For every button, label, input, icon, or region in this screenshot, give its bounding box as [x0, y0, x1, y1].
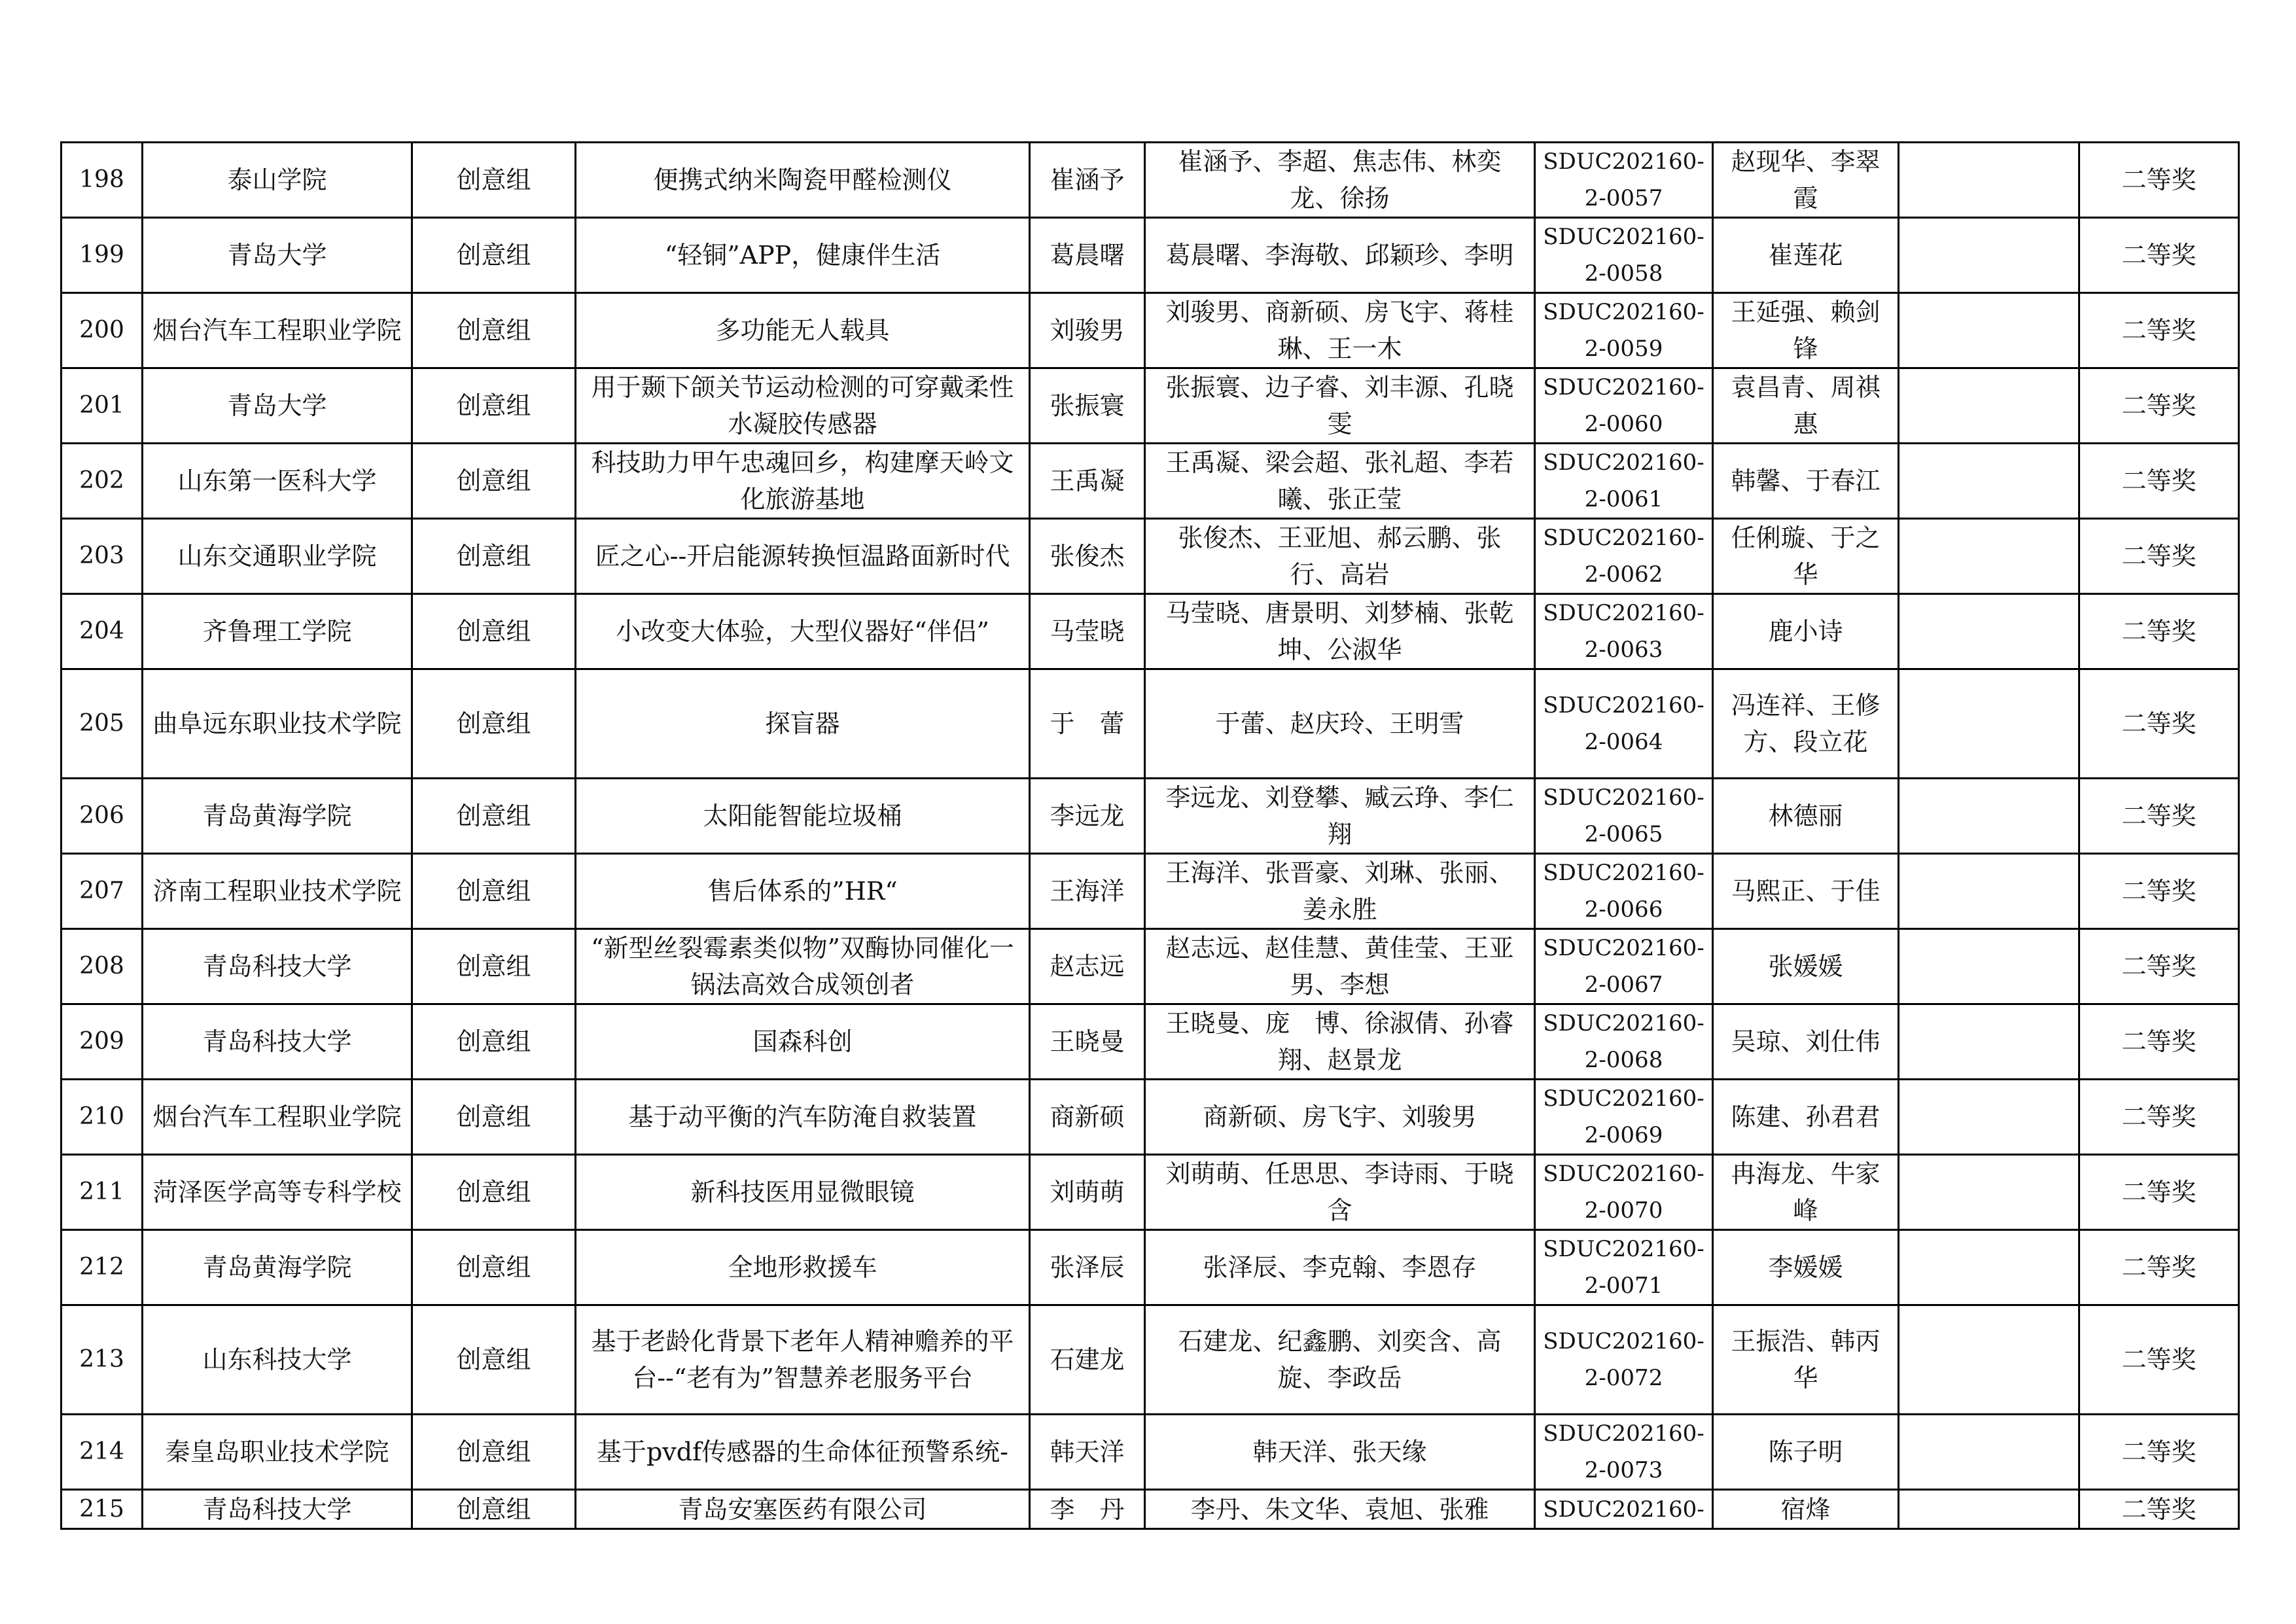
award-table [60, 141, 2240, 1530]
cell-number: 202 [62, 444, 143, 519]
cell-note [1899, 1004, 2079, 1080]
cell-school: 青岛黄海学院 [143, 779, 412, 854]
cell-code: SDUC202160-2-0058 [1535, 218, 1713, 293]
cell-school: 山东交通职业学院 [143, 519, 412, 594]
cell-leader: 李远龙 [1030, 779, 1145, 854]
cell-members: 王海洋、张晋豪、刘琳、张丽、姜永胜 [1145, 854, 1535, 929]
cell-project: 基于动平衡的汽车防淹自救装置 [576, 1080, 1030, 1155]
cell-award: 二等奖 [2079, 1080, 2239, 1155]
cell-note [1899, 1305, 2079, 1415]
table-row [62, 444, 2239, 519]
cell-number: 214 [62, 1415, 143, 1490]
cell-number: 209 [62, 1004, 143, 1080]
cell-advisor: 赵现华、李翠霞 [1713, 143, 1899, 218]
cell-leader: 李 丹 [1030, 1490, 1145, 1529]
cell-school: 青岛科技大学 [143, 1490, 412, 1529]
cell-members: 刘骏男、商新硕、房飞宇、蒋桂琳、王一木 [1145, 293, 1535, 368]
cell-members: 于蕾、赵庆玲、王明雪 [1145, 669, 1535, 779]
cell-code: SDUC202160-2-0070 [1535, 1155, 1713, 1230]
cell-group: 创意组 [412, 779, 576, 854]
cell-award: 二等奖 [2079, 293, 2239, 368]
cell-number: 201 [62, 368, 143, 444]
cell-code: SDUC202160-2-0062 [1535, 519, 1713, 594]
cell-code: SDUC202160-2-0060 [1535, 368, 1713, 444]
cell-group: 创意组 [412, 1080, 576, 1155]
cell-group: 创意组 [412, 519, 576, 594]
cell-project: 全地形救援车 [576, 1230, 1030, 1305]
cell-school: 山东科技大学 [143, 1305, 412, 1415]
cell-award: 二等奖 [2079, 368, 2239, 444]
cell-project: 青岛安塞医药有限公司 [576, 1490, 1030, 1529]
cell-project: 科技助力甲午忠魂回乡，构建摩天岭文化旅游基地 [576, 444, 1030, 519]
cell-advisor: 张媛媛 [1713, 929, 1899, 1004]
cell-code: SDUC202160-2-0063 [1535, 594, 1713, 669]
cell-leader: 葛晨曙 [1030, 218, 1145, 293]
cell-award: 二等奖 [2079, 1230, 2239, 1305]
cell-members: 刘萌萌、任思思、李诗雨、于晓含 [1145, 1155, 1535, 1230]
cell-note [1899, 444, 2079, 519]
cell-note [1899, 669, 2079, 779]
cell-note [1899, 1415, 2079, 1490]
cell-advisor: 宿烽 [1713, 1490, 1899, 1529]
cell-number: 199 [62, 218, 143, 293]
cell-advisor: 李媛媛 [1713, 1230, 1899, 1305]
cell-members: 张振寰、边子睿、刘丰源、孔晓雯 [1145, 368, 1535, 444]
cell-group: 创意组 [412, 218, 576, 293]
cell-number: 200 [62, 293, 143, 368]
cell-award: 二等奖 [2079, 143, 2239, 218]
cell-code: SDUC202160-2-0061 [1535, 444, 1713, 519]
table-row [62, 594, 2239, 669]
cell-advisor: 陈子明 [1713, 1415, 1899, 1490]
cell-number: 208 [62, 929, 143, 1004]
table-row [62, 293, 2239, 368]
table-row [62, 218, 2239, 293]
cell-award: 二等奖 [2079, 779, 2239, 854]
cell-group: 创意组 [412, 1230, 576, 1305]
cell-school: 烟台汽车工程职业学院 [143, 1080, 412, 1155]
cell-school: 秦皇岛职业技术学院 [143, 1415, 412, 1490]
cell-members: 韩天洋、张天缘 [1145, 1415, 1535, 1490]
cell-award: 二等奖 [2079, 1415, 2239, 1490]
cell-code: SDUC202160-2-0066 [1535, 854, 1713, 929]
cell-note [1899, 594, 2079, 669]
cell-advisor: 陈建、孙君君 [1713, 1080, 1899, 1155]
cell-group: 创意组 [412, 1415, 576, 1490]
cell-leader: 王禹凝 [1030, 444, 1145, 519]
cell-group: 创意组 [412, 293, 576, 368]
cell-members: 张泽辰、李克翰、李恩存 [1145, 1230, 1535, 1305]
cell-number: 204 [62, 594, 143, 669]
cell-leader: 马莹晓 [1030, 594, 1145, 669]
cell-project: 国森科创 [576, 1004, 1030, 1080]
cell-number: 211 [62, 1155, 143, 1230]
cell-advisor: 袁昌青、周祺惠 [1713, 368, 1899, 444]
cell-award: 二等奖 [2079, 444, 2239, 519]
table-row [62, 1230, 2239, 1305]
cell-award: 二等奖 [2079, 854, 2239, 929]
cell-leader: 崔涵予 [1030, 143, 1145, 218]
cell-code: SDUC202160-2-0072 [1535, 1305, 1713, 1415]
cell-school: 烟台汽车工程职业学院 [143, 293, 412, 368]
cell-advisor: 王振浩、韩丙华 [1713, 1305, 1899, 1415]
cell-note [1899, 854, 2079, 929]
cell-project: 匠之心--开启能源转换恒温路面新时代 [576, 519, 1030, 594]
cell-project: 用于颞下颌关节运动检测的可穿戴柔性水凝胶传感器 [576, 368, 1030, 444]
cell-school: 青岛黄海学院 [143, 1230, 412, 1305]
cell-members: 石建龙、纪鑫鹏、刘奕含、高旋、李政岳 [1145, 1305, 1535, 1415]
cell-members: 李丹、朱文华、袁旭、张雅 [1145, 1490, 1535, 1529]
cell-project: 多功能无人载具 [576, 293, 1030, 368]
cell-advisor: 冉海龙、牛家峰 [1713, 1155, 1899, 1230]
cell-leader: 刘骏男 [1030, 293, 1145, 368]
cell-school: 青岛大学 [143, 218, 412, 293]
table-row [62, 779, 2239, 854]
cell-school: 菏泽医学高等专科学校 [143, 1155, 412, 1230]
cell-advisor: 吴琼、刘仕伟 [1713, 1004, 1899, 1080]
cell-number: 210 [62, 1080, 143, 1155]
cell-note [1899, 1155, 2079, 1230]
cell-group: 创意组 [412, 594, 576, 669]
cell-award: 二等奖 [2079, 519, 2239, 594]
table-row [62, 143, 2239, 218]
cell-number: 213 [62, 1305, 143, 1415]
cell-number: 215 [62, 1490, 143, 1529]
cell-group: 创意组 [412, 368, 576, 444]
cell-group: 创意组 [412, 143, 576, 218]
cell-members: 王晓曼、庞 博、徐淑倩、孙睿翔、赵景龙 [1145, 1004, 1535, 1080]
cell-number: 206 [62, 779, 143, 854]
table-row [62, 669, 2239, 779]
cell-code: SDUC202160-2-0067 [1535, 929, 1713, 1004]
cell-project: 便携式纳米陶瓷甲醛检测仪 [576, 143, 1030, 218]
cell-code: SDUC202160-2-0073 [1535, 1415, 1713, 1490]
cell-code: SDUC202160-2-0069 [1535, 1080, 1713, 1155]
cell-note [1899, 779, 2079, 854]
cell-leader: 张俊杰 [1030, 519, 1145, 594]
table-row [62, 1490, 2239, 1529]
cell-number: 212 [62, 1230, 143, 1305]
table-row [62, 1004, 2239, 1080]
cell-school: 青岛大学 [143, 368, 412, 444]
cell-members: 张俊杰、王亚旭、郝云鹏、张行、高岩 [1145, 519, 1535, 594]
cell-code: SDUC202160-2-0057 [1535, 143, 1713, 218]
cell-advisor: 鹿小诗 [1713, 594, 1899, 669]
cell-award: 二等奖 [2079, 594, 2239, 669]
cell-school: 济南工程职业技术学院 [143, 854, 412, 929]
cell-advisor: 林德丽 [1713, 779, 1899, 854]
cell-project: 新科技医用显微眼镜 [576, 1155, 1030, 1230]
cell-number: 205 [62, 669, 143, 779]
cell-award: 二等奖 [2079, 1004, 2239, 1080]
cell-award: 二等奖 [2079, 669, 2239, 779]
table-row [62, 854, 2239, 929]
cell-school: 曲阜远东职业技术学院 [143, 669, 412, 779]
cell-project: 售后体系的”HR“ [576, 854, 1030, 929]
cell-school: 青岛科技大学 [143, 929, 412, 1004]
cell-advisor: 马熙正、于佳 [1713, 854, 1899, 929]
cell-code: SDUC202160- [1535, 1490, 1713, 1529]
cell-school: 青岛科技大学 [143, 1004, 412, 1080]
cell-leader: 张振寰 [1030, 368, 1145, 444]
cell-code: SDUC202160-2-0068 [1535, 1004, 1713, 1080]
cell-group: 创意组 [412, 854, 576, 929]
cell-project: 太阳能智能垃圾桶 [576, 779, 1030, 854]
cell-members: 葛晨曙、李海敬、邱颖珍、李明 [1145, 218, 1535, 293]
cell-group: 创意组 [412, 1155, 576, 1230]
cell-code: SDUC202160-2-0065 [1535, 779, 1713, 854]
cell-number: 203 [62, 519, 143, 594]
cell-leader: 石建龙 [1030, 1305, 1145, 1415]
cell-note [1899, 1490, 2079, 1529]
cell-members: 王禹凝、梁会超、张礼超、李若曦、张正莹 [1145, 444, 1535, 519]
cell-code: SDUC202160-2-0059 [1535, 293, 1713, 368]
cell-project: 小改变大体验，大型仪器好“伴侣” [576, 594, 1030, 669]
cell-code: SDUC202160-2-0064 [1535, 669, 1713, 779]
cell-note [1899, 293, 2079, 368]
cell-advisor: 王延强、赖剑锋 [1713, 293, 1899, 368]
cell-leader: 王海洋 [1030, 854, 1145, 929]
cell-group: 创意组 [412, 1004, 576, 1080]
cell-leader: 商新硕 [1030, 1080, 1145, 1155]
cell-advisor: 冯连祥、王修方、段立花 [1713, 669, 1899, 779]
table-row [62, 929, 2239, 1004]
table-row [62, 519, 2239, 594]
cell-note [1899, 1230, 2079, 1305]
table-row [62, 1415, 2239, 1490]
cell-members: 马莹晓、唐景明、刘梦楠、张乾坤、公淑华 [1145, 594, 1535, 669]
cell-members: 李远龙、刘登攀、臧云琤、李仁翔 [1145, 779, 1535, 854]
table-row [62, 1155, 2239, 1230]
cell-school: 山东第一医科大学 [143, 444, 412, 519]
cell-note [1899, 929, 2079, 1004]
table-row [62, 1305, 2239, 1415]
cell-project: 基于老龄化背景下老年人精神赡养的平台--“老有为”智慧养老服务平台 [576, 1305, 1030, 1415]
cell-group: 创意组 [412, 929, 576, 1004]
cell-award: 二等奖 [2079, 1155, 2239, 1230]
cell-note [1899, 519, 2079, 594]
cell-leader: 赵志远 [1030, 929, 1145, 1004]
cell-note [1899, 368, 2079, 444]
cell-advisor: 韩馨、于春江 [1713, 444, 1899, 519]
cell-note [1899, 218, 2079, 293]
cell-members: 崔涵予、李超、焦志伟、林奕龙、徐扬 [1145, 143, 1535, 218]
cell-advisor: 任俐璇、于之华 [1713, 519, 1899, 594]
cell-leader: 韩天洋 [1030, 1415, 1145, 1490]
cell-group: 创意组 [412, 1305, 576, 1415]
cell-group: 创意组 [412, 1490, 576, 1529]
cell-number: 207 [62, 854, 143, 929]
cell-leader: 于 蕾 [1030, 669, 1145, 779]
cell-award: 二等奖 [2079, 1305, 2239, 1415]
cell-project: 基于pvdf传感器的生命体征预警系统- [576, 1415, 1030, 1490]
cell-leader: 王晓曼 [1030, 1004, 1145, 1080]
cell-school: 泰山学院 [143, 143, 412, 218]
cell-project: “新型丝裂霉素类似物”双酶协同催化一锅法高效合成领创者 [576, 929, 1030, 1004]
cell-note [1899, 1080, 2079, 1155]
cell-project: 探盲器 [576, 669, 1030, 779]
table-row [62, 1080, 2239, 1155]
cell-leader: 张泽辰 [1030, 1230, 1145, 1305]
cell-note [1899, 143, 2079, 218]
cell-number: 198 [62, 143, 143, 218]
cell-group: 创意组 [412, 444, 576, 519]
cell-school: 齐鲁理工学院 [143, 594, 412, 669]
cell-project: “轻铜”APP，健康伴生活 [576, 218, 1030, 293]
cell-advisor: 崔莲花 [1713, 218, 1899, 293]
cell-code: SDUC202160-2-0071 [1535, 1230, 1713, 1305]
cell-members: 商新硕、房飞宇、刘骏男 [1145, 1080, 1535, 1155]
cell-members: 赵志远、赵佳慧、黄佳莹、王亚男、李想 [1145, 929, 1535, 1004]
cell-award: 二等奖 [2079, 1490, 2239, 1529]
table-row [62, 368, 2239, 444]
cell-award: 二等奖 [2079, 929, 2239, 1004]
cell-award: 二等奖 [2079, 218, 2239, 293]
cell-leader: 刘萌萌 [1030, 1155, 1145, 1230]
cell-group: 创意组 [412, 669, 576, 779]
